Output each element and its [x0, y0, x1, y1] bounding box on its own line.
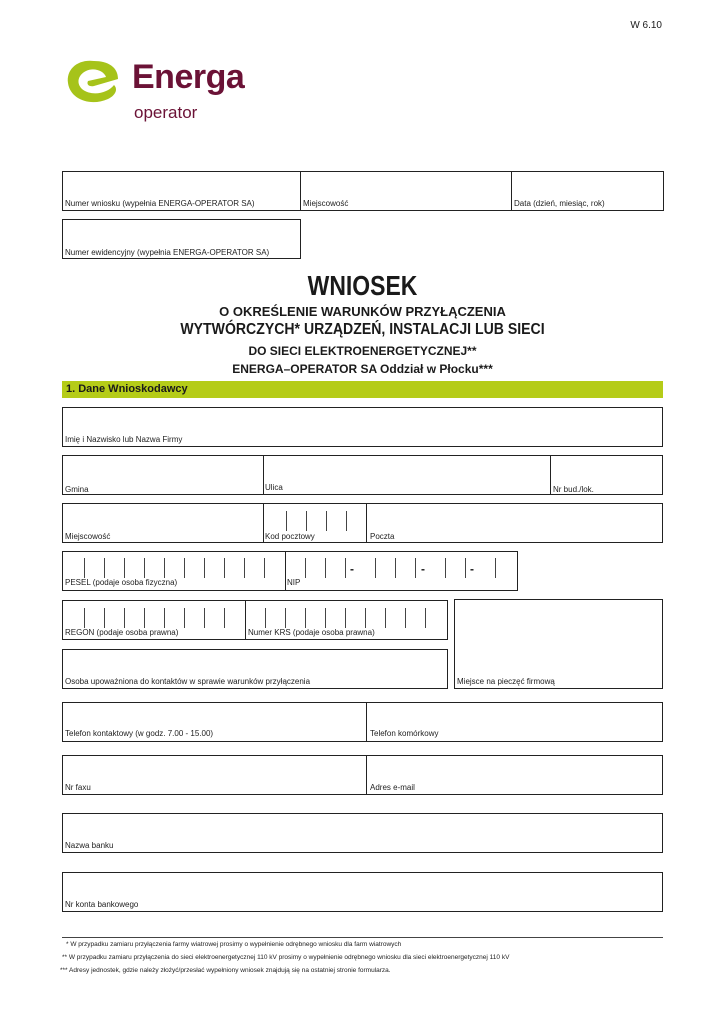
digit-cell-divider: [325, 558, 326, 578]
kod-digit-divider: [346, 511, 347, 531]
digit-cell-divider: [385, 608, 386, 628]
form-version: W 6.10: [630, 20, 662, 31]
osoba-label: Osoba upoważniona do kontaktów w sprawie warunków przyłączenia: [65, 677, 311, 686]
digit-cell-divider: [104, 558, 105, 578]
kod-digit-divider: [326, 511, 327, 531]
email-label: Adres e-mail: [370, 783, 415, 792]
footnote-1: * W przypadku zamiaru przyłączenia farmy wiatrowej prosimy o wypełnienie odrębnego wniosku dla farm wiatrowych: [66, 941, 402, 948]
digit-cell-divider: [345, 558, 346, 578]
bank-field[interactable]: [62, 813, 663, 853]
digit-cell-divider: [345, 608, 346, 628]
digit-cell-divider: [264, 558, 265, 578]
digit-cell-divider: [325, 608, 326, 628]
digit-cell-divider: [285, 608, 286, 628]
digit-cell-divider: [445, 558, 446, 578]
kod-digit-divider: [306, 511, 307, 531]
digit-cell-divider: [204, 558, 205, 578]
nr-bud-label: Nr bud./lok.: [553, 485, 594, 494]
digit-cell-divider: [184, 558, 185, 578]
digit-cell-divider: [425, 608, 426, 628]
digit-cell-divider: [495, 558, 496, 578]
fax-label: Nr faxu: [65, 783, 91, 792]
pesel-label: PESEL (podaje osoba fizyczna): [65, 578, 178, 587]
digit-cell-divider: [224, 558, 225, 578]
konto-field[interactable]: [62, 872, 663, 912]
digit-cell-divider: [164, 608, 165, 628]
digit-cell-divider: [184, 608, 185, 628]
poczta-field[interactable]: [366, 503, 663, 543]
kod-digit-divider: [286, 511, 287, 531]
poczta-label: Poczta: [370, 532, 395, 541]
fax-field[interactable]: [62, 755, 367, 795]
digit-cell-divider: [164, 558, 165, 578]
ulica-label: Ulica: [265, 483, 283, 492]
krs-label: Numer KRS (podaje osoba prawna): [248, 628, 375, 637]
digit-cell-divider: [84, 558, 85, 578]
nip-dash: -: [350, 562, 354, 576]
digit-cell-divider: [395, 558, 396, 578]
form-title: WNIOSEK: [307, 270, 418, 301]
nip-field[interactable]: [285, 551, 518, 591]
konto-label: Nr konta bankowego: [65, 900, 139, 909]
imie-label: Imię i Nazwisko lub Nazwa Firmy: [65, 435, 183, 444]
digit-cell-divider: [305, 608, 306, 628]
section-1-title: 1. Dane Wnioskodawcy: [66, 383, 188, 395]
ulica-field[interactable]: [263, 455, 551, 495]
title-line-3: DO SIECI ELEKTROENERGETYCZNEJ**: [248, 344, 477, 358]
digit-cell-divider: [84, 608, 85, 628]
digit-cell-divider: [305, 558, 306, 578]
nip-dash: -: [470, 562, 474, 576]
digit-cell-divider: [144, 608, 145, 628]
footnote-3: *** Adresy jednostek, gdzie należy złożyć/przesłać wypełniony wniosek znajdują się na ostatniej stronie formularza.: [60, 967, 391, 974]
gmina-label: Gmina: [65, 485, 89, 494]
numer-wniosku-label: Numer wniosku (wypełnia ENERGA-OPERATOR SA): [65, 199, 255, 208]
title-line-2: WYTWÓRCZYCH* URZĄDZEŃ, INSTALACJI LUB SIECI: [180, 321, 545, 338]
kod-pocztowy-label: Kod pocztowy: [265, 532, 315, 541]
gmina-field[interactable]: [62, 455, 264, 495]
pieczec-label: Miejsce na pieczęć firmową: [457, 677, 555, 686]
digit-cell-divider: [415, 558, 416, 578]
section-1-header: [62, 381, 663, 398]
energa-swirl-icon: [64, 55, 124, 115]
digit-cell-divider: [104, 608, 105, 628]
digit-cell-divider: [144, 558, 145, 578]
nip-dash: -: [421, 562, 425, 576]
footnote-2: ** W przypadku zamiaru przyłączenia do sieci elektroenergetycznej 110 kV prosimy o wypełnienie odrębnego wniosku dla sieci elektroenergetycznej 110 kV: [62, 954, 510, 961]
data-label: Data (dzień, miesiąc, rok): [514, 199, 605, 208]
nip-label: NIP: [287, 578, 301, 587]
digit-cell-divider: [365, 608, 366, 628]
digit-cell-divider: [124, 558, 125, 578]
brand-name: Energa: [132, 58, 245, 96]
brand-subtitle: operator: [134, 103, 198, 122]
footnote-divider: [62, 937, 663, 938]
telefon-label: Telefon kontaktowy (w godz. 7.00 - 15.00): [65, 729, 214, 738]
digit-cell-divider: [265, 608, 266, 628]
digit-cell-divider: [244, 558, 245, 578]
regon-label: REGON (podaje osoba prawna): [65, 628, 179, 637]
komorkowy-label: Telefon komórkowy: [370, 729, 439, 738]
title-line-1: O OKREŚLENIE WARUNKÓW PRZYŁĄCZENIA: [219, 304, 506, 319]
numer-ewidencyjny-label: Numer ewidencyjny (wypełnia ENERGA-OPERATOR SA): [65, 248, 270, 257]
miejscowosc-top-label: Miejscowość: [303, 199, 349, 208]
digit-cell-divider: [204, 608, 205, 628]
digit-cell-divider: [465, 558, 466, 578]
digit-cell-divider: [224, 608, 225, 628]
digit-cell-divider: [375, 558, 376, 578]
digit-cell-divider: [405, 608, 406, 628]
bank-label: Nazwa banku: [65, 841, 114, 850]
digit-cell-divider: [124, 608, 125, 628]
title-line-4: ENERGA–OPERATOR SA Oddział w Płocku***: [232, 362, 493, 376]
pieczec-field[interactable]: [454, 599, 663, 689]
miejscowosc-label: Miejscowość: [65, 532, 111, 541]
